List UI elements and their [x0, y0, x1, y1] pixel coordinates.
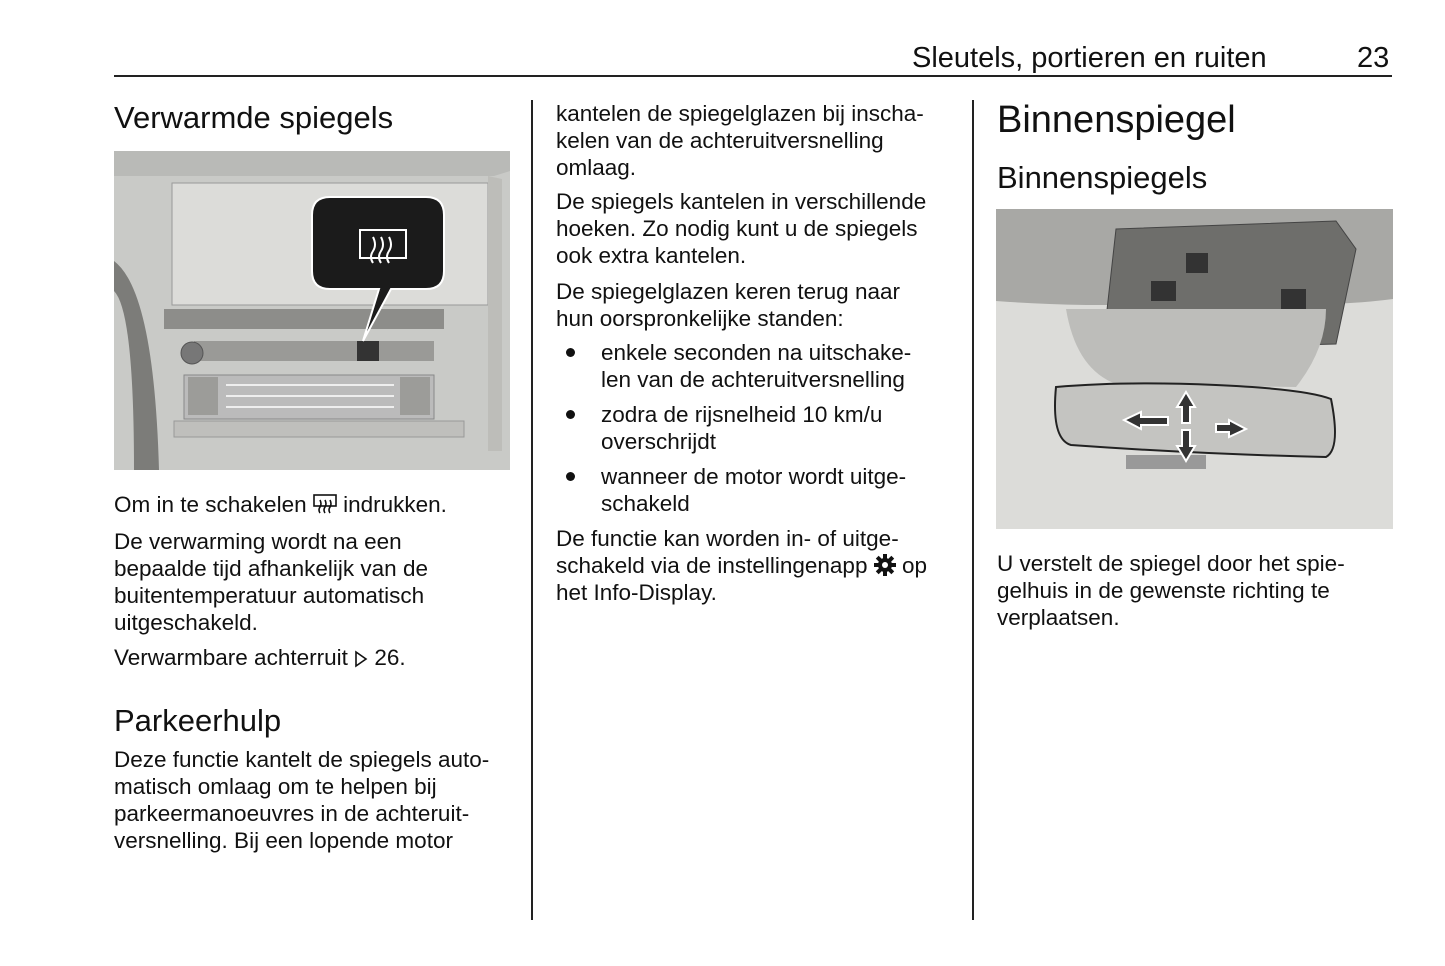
paragraph: Deze functie kantelt de spiegels auto- matisch omlaag om te helpen bij parkeermanoeuvres in de achteruit- versnelling. Bij een lopende motor: [114, 747, 490, 853]
chapter-heading: Binnenspiegel: [997, 99, 1236, 141]
paragraph: De spiegels kantelen in verschillende hoeken. Zo nodig kunt u de spiegels ook extra kantelen.: [556, 189, 927, 268]
paragraph: Om in te schakelen indrukken.: [114, 492, 447, 517]
page-reference-icon: [354, 650, 368, 668]
column-divider: [972, 100, 974, 920]
bullet-item: enkele seconden na uitschake- len van de achteruitversnelling: [556, 339, 911, 393]
section-heading: Binnenspiegels: [997, 160, 1208, 195]
section-heading: Verwarmde spiegels: [114, 100, 394, 135]
bullet-item: zodra de rijsnelheid 10 km/u overschrijdt: [556, 401, 882, 455]
interior-mirror-illustration: [996, 209, 1393, 529]
cross-reference[interactable]: Verwarmbare achterruit 26.: [114, 645, 406, 670]
paragraph: kantelen de spiegelglazen bij inscha- kelen van de achteruitversnelling omlaag.: [556, 101, 924, 180]
running-header-section: Sleutels, portieren en ruiten: [912, 42, 1267, 74]
gear-icon: [874, 554, 896, 576]
column-divider: [531, 100, 533, 920]
page-number: 23: [1357, 42, 1390, 74]
paragraph: De verwarming wordt na een bepaalde tijd afhankelijk van de buitentemperatuur automatisch uitgeschakeld.: [114, 529, 428, 635]
section-heading: Parkeerhulp: [114, 703, 282, 738]
header-rule: [114, 75, 1392, 77]
paragraph: De functie kan worden in- of uitge- schakeld via de instellingenapp op het Info-Display.: [556, 526, 927, 605]
rear-defrost-icon: [313, 493, 337, 515]
paragraph: De spiegelglazen keren terug naar hun oorspronkelijke standen:: [556, 279, 900, 331]
paragraph: U verstelt de spiegel door het spie- gelhuis in de gewenste richting te verplaatsen.: [997, 551, 1345, 630]
dashboard-illustration: [114, 151, 510, 470]
bullet-item: wanneer de motor wordt uitge- schakeld: [556, 463, 906, 517]
